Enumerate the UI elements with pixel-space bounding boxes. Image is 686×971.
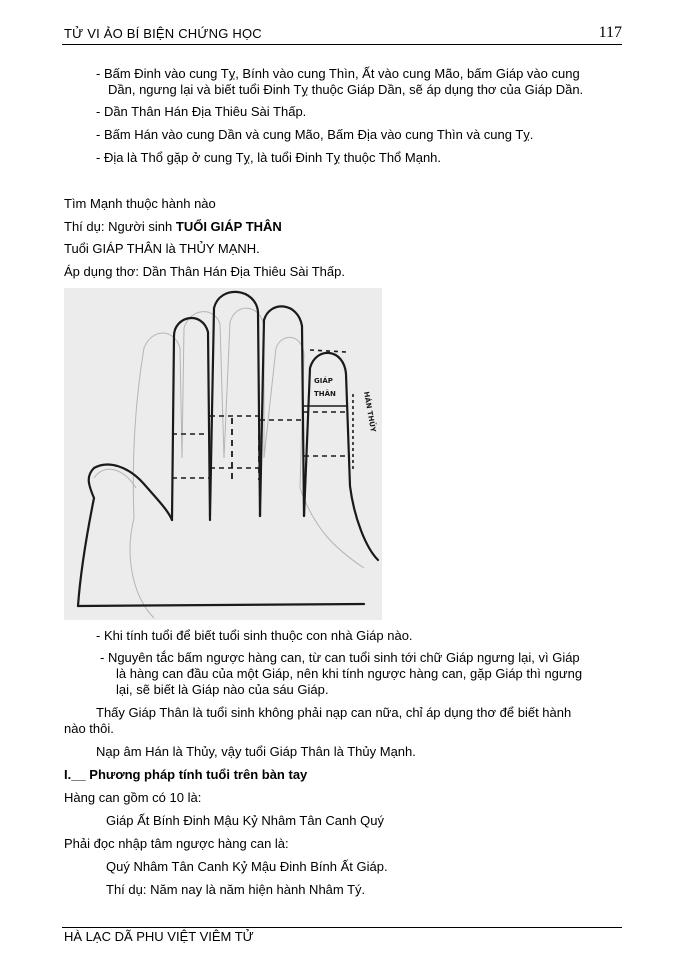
example-line [64,219,282,235]
bullet-1: - Bấm Đinh vào cung Tỵ, Bính vào cung Thìn, Ất vào cung Mão, bấm Giáp vào cung [96,66,580,81]
section2-heading-text: I.__ Phương pháp tính tuổi trên bàn tay [64,767,308,782]
bullet-6-cont2: lại, sẽ biết là Giáp nào của sáu Giáp. [116,682,329,697]
para-2: Nạp âm Hán là Thủy, vậy tuổi Giáp Thân là Thủy Mạnh. [96,744,416,759]
example-bold: TUỔI GIÁP THÂN [175,219,282,234]
bullet-5: - Khi tính tuổi để biết tuổi sinh thuộc con nhà Giáp nào. [96,628,413,643]
header-title: TỬ VI ẢO BÍ BIỆN CHỨNG HỌC [64,26,262,41]
bullet-3: - Bấm Hán vào cung Dần và cung Mão, Bấm Địa vào cung Thìn và cung Tỵ. [96,127,534,142]
page-header [62,26,622,44]
bullet-6-cont: là hàng can đầu của một Giáp, nên khi tính ngược hàng can, gặp Giáp thì ngưng [116,666,583,681]
section1-line3: Áp dụng thơ: Dần Thân Hán Địa Thiêu Sài Thấp. [64,264,345,279]
section1-line2: Tuổi GIÁP THÂN là THỦY MẠNH. [64,241,260,256]
bullet-1-cont: Dần, ngưng lại và biết tuổi Đinh Tỵ thuộc Giáp Dần, sẽ áp dụng thơ của Giáp Dần. [108,82,584,97]
section2-l2: Giáp Ất Bính Đinh Mậu Kỷ Nhâm Tân Canh Quý [106,813,384,828]
section1-heading: Tìm Mạnh thuộc hành nào [64,196,216,211]
header-rule [62,44,622,45]
label-han-thuy: HÁN THỦY [362,390,378,433]
footer-rule [62,927,622,928]
bullet-2: - Dần Thân Hán Địa Thiêu Sài Thấp. [96,104,307,119]
section2-l5: Thí dụ: Năm nay là năm hiện hành Nhâm Tý. [106,882,366,897]
example-prefix: Thí dụ: Người sinh [64,219,176,234]
bullet-4: - Địa là Thổ gặp ở cung Tỵ, là tuổi Đinh Tỵ thuộc Thổ Mạnh. [96,150,442,165]
footer-text: HÀ LẠC DÃ PHU VIỆT VIÊM TỬ [64,929,254,944]
label-giap: GIÁP [314,377,333,385]
page-number: 117 [598,24,622,41]
section2-l3: Phải đọc nhập tâm ngược hàng can là: [64,836,289,851]
section2-heading [64,767,307,783]
bullet-6: - Nguyên tắc bấm ngược hàng can, từ can tuổi sinh tới chữ Giáp ngưng lại, vì Giáp [100,650,580,665]
section2-l1: Hàng can gồm có 10 là: [64,790,202,805]
hand-diagram [64,288,382,620]
figure-background [64,288,382,620]
para-1: Thấy Giáp Thân là tuổi sinh không phải nạp can nữa, chỉ áp dụng thơ để biết hành [96,705,572,720]
para-1-cont: nào thôi. [64,721,114,736]
label-than: THÂN [314,390,336,398]
section2-l4: Quý Nhâm Tân Canh Kỷ Mậu Đinh Bính Ất Giáp. [106,859,388,874]
